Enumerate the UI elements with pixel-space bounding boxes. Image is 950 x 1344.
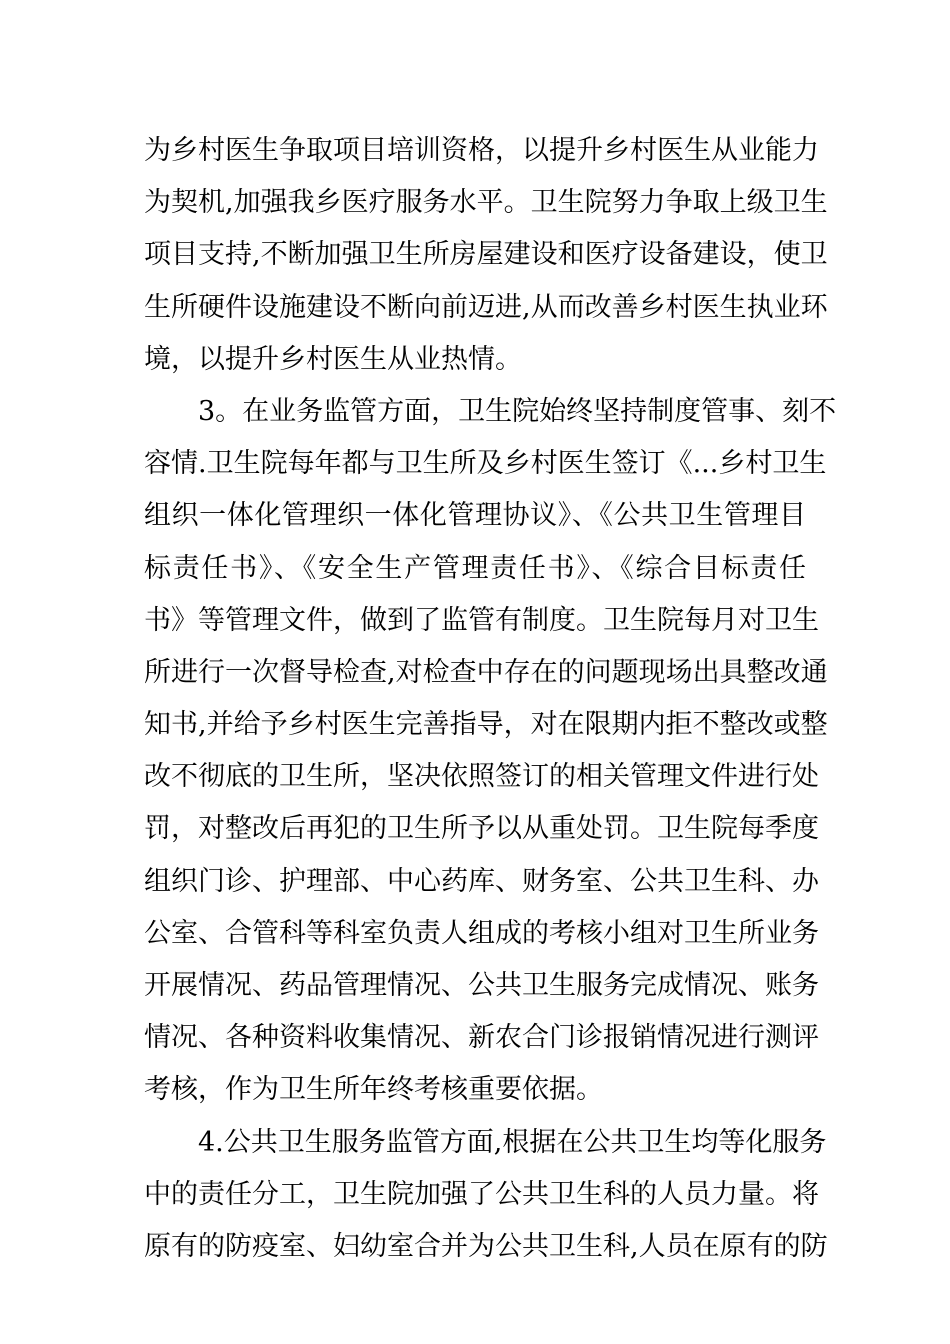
text-line: 情况、各种资料收集情况、新农合门诊报销情况进行测评 [144, 1022, 819, 1054]
text-line: 生所硬件设施建设不断向前迈进,从而改善乡村医生执业环 [144, 291, 828, 323]
paragraph-rural-doctor-training [144, 125, 828, 386]
text-line: 知书,并给予乡村医生完善指导，对在限期内拒不整改或整 [144, 709, 828, 741]
text-line: 4.公共卫生服务监管方面,根据在公共卫生均等化服务 [198, 1126, 827, 1158]
text-line: 组织门诊、护理部、中心药库、财务室、公共卫生科、办 [144, 865, 819, 897]
text-line: 组织一体化管理织一体化管理协议》、《公共卫生管理目 [144, 500, 806, 532]
text-line: 原有的防疫室、妇幼室合并为公共卫生科,人员在原有的防 [144, 1230, 828, 1262]
text-line: 改不彻底的卫生所，坚决依照签订的相关管理文件进行处 [144, 761, 819, 793]
text-line: 公室、合管科等科室负责人组成的考核小组对卫生所业务 [144, 917, 819, 949]
paragraph-business-supervision [144, 386, 837, 1117]
text-line: 开展情况、药品管理情况、公共卫生服务完成情况、账务 [144, 970, 819, 1001]
text-line: 中的责任分工，卫生院加强了公共卫生科的人员力量。将 [144, 1178, 819, 1210]
text-line: 为乡村医生争取项目培训资格，以提升乡村医生从业能力 [144, 135, 819, 166]
text-line: 容情.卫生院每年都与卫生所及乡村医生签订《...乡村卫生 [144, 448, 827, 480]
text-line: 项目支持,不断加强卫生所房屋建设和医疗设备建设，使卫 [144, 239, 828, 271]
text-line: 考核，作为卫生所年终考核重要依据。 [144, 1074, 603, 1106]
paragraph-public-health-supervision [144, 1117, 828, 1274]
text-line: 3。在业务监管方面，卫生院始终坚持制度管事、刻不 [198, 395, 837, 427]
text-line: 所进行一次督导检查,对检查中存在的问题现场出具整改通 [144, 656, 828, 688]
text-line: 罚，对整改后再犯的卫生所予以从重处罚。卫生院每季度 [144, 813, 819, 845]
text-line: 境，以提升乡村医生从业热情。 [144, 343, 522, 375]
body-text [144, 125, 837, 1273]
text-line: 书》等管理文件，做到了监管有制度。卫生院每月对卫生 [144, 604, 819, 636]
text-line: 标责任书》、《安全生产管理责任书》、《综合目标责任 [144, 552, 806, 584]
text-line: 为契机,加强我乡医疗服务水平。卫生院努力争取上级卫生 [144, 187, 828, 219]
